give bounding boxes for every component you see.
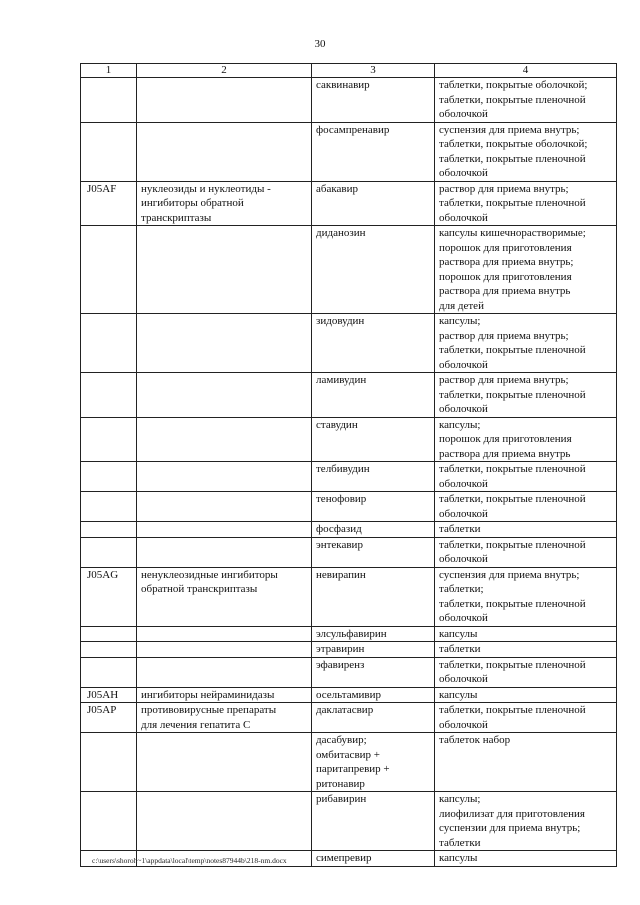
forms-cell-line: таблетки, покрытые пленочной: [439, 597, 586, 610]
forms-cell-line: таблетки: [439, 643, 481, 655]
forms-cell: [435, 314, 617, 373]
forms-cell-line: таблетки, покрытые пленочной: [439, 493, 586, 505]
code-cell: [81, 373, 137, 418]
forms-cell-line: оболочкой: [439, 612, 488, 624]
drug-cell-line: этравирин: [316, 643, 365, 655]
page-number: 30: [314, 38, 326, 50]
forms-cell-line: оболочкой: [439, 477, 488, 490]
drug-cell-line: паритапревир +: [316, 763, 390, 775]
drug-cell: [312, 642, 435, 658]
forms-cell: [435, 522, 617, 538]
forms-cell-line: таблетки, покрытые пленочной: [439, 197, 586, 209]
drug-cell: [312, 314, 435, 373]
table-header: [81, 64, 617, 78]
forms-cell-line: таблетки, покрытые оболочкой;: [439, 79, 588, 91]
table-row: [81, 567, 617, 626]
drug-cell-line: зидовудин: [316, 315, 365, 327]
drug-cell-line: телбивудин: [316, 463, 370, 475]
code-cell: J05AF: [81, 181, 137, 226]
group-cell: [137, 314, 312, 373]
drug-cell: [312, 703, 435, 733]
group-cell: [137, 687, 312, 703]
forms-cell-line: таблетки, покрытые пленочной: [439, 463, 586, 475]
forms-cell: [435, 181, 617, 226]
forms-cell-line: таблетки;: [439, 583, 484, 595]
code-cell: J05AH: [81, 687, 137, 703]
code-cell: [81, 122, 137, 181]
group-cell: [137, 733, 312, 792]
forms-cell-line: капсулы;: [439, 793, 481, 805]
forms-cell-line: раствора для приема внутрь: [439, 285, 571, 297]
drug-cell-line: фосфазид: [316, 523, 362, 535]
group-cell: [137, 657, 312, 687]
table-row: [81, 792, 617, 851]
drug-cell-line: ламивудин: [316, 374, 367, 386]
code-cell: [81, 626, 137, 642]
code-cell: [81, 657, 137, 687]
forms-cell-line: таблетки, покрытые пленочной: [439, 704, 586, 716]
table-row: [81, 122, 617, 181]
forms-cell-line: таблетки, покрытые пленочной: [439, 388, 586, 401]
drug-cell-line: диданозин: [316, 227, 366, 239]
forms-cell: [435, 642, 617, 658]
forms-cell-line: капсулы;: [439, 418, 481, 431]
forms-cell-line: суспензии для приема внутрь;: [439, 822, 581, 834]
forms-cell: [435, 687, 617, 703]
forms-cell-line: оболочкой: [439, 403, 488, 415]
code-cell: J05AG: [81, 567, 137, 626]
drug-cell: [312, 492, 435, 522]
forms-cell-line: таблетки: [439, 523, 481, 535]
drug-cell-line: эфавиренз: [316, 658, 365, 671]
table-row: [81, 733, 617, 792]
forms-cell-line: таблетки, покрытые оболочкой;: [439, 138, 588, 150]
drug-cell-line: дасабувир;: [316, 734, 367, 746]
forms-cell: [435, 226, 617, 314]
forms-cell-line: раствор для приема внутрь;: [439, 182, 569, 195]
forms-cell-line: капсулы: [439, 627, 478, 640]
code-cell: [81, 314, 137, 373]
forms-cell-line: оболочкой: [439, 358, 488, 371]
drug-cell: [312, 626, 435, 642]
group-cell: [137, 522, 312, 538]
forms-cell-line: оболочкой: [439, 211, 488, 224]
drug-cell-line: саквинавир: [316, 79, 370, 91]
drug-cell-line: ставудин: [316, 418, 358, 431]
drug-cell: [312, 657, 435, 687]
table-row: [81, 703, 617, 733]
group-cell: [137, 78, 312, 123]
group-cell-line: ингибиторы нейраминидазы: [141, 688, 275, 701]
header-col-2: 2: [137, 64, 312, 78]
forms-cell-line: таблетки, покрытые пленочной: [439, 538, 586, 551]
forms-cell: [435, 78, 617, 123]
forms-cell: [435, 417, 617, 462]
forms-cell: [435, 462, 617, 492]
forms-cell-line: суспензия для приема внутрь;: [439, 568, 580, 581]
forms-cell-line: для детей: [439, 299, 484, 312]
forms-cell: [435, 626, 617, 642]
code-cell: [81, 226, 137, 314]
table-row: [81, 373, 617, 418]
drug-cell: [312, 462, 435, 492]
forms-cell: [435, 373, 617, 418]
medication-table: [80, 63, 617, 867]
group-cell: [137, 626, 312, 642]
drug-cell-line: рибавирин: [316, 793, 367, 805]
forms-cell-line: раствор для приема внутрь;: [439, 374, 569, 386]
forms-cell: [435, 122, 617, 181]
group-cell: [137, 462, 312, 492]
table-row: [81, 226, 617, 314]
group-cell: [137, 492, 312, 522]
forms-cell-line: оболочкой: [439, 553, 488, 565]
table-row: [81, 181, 617, 226]
forms-cell: [435, 537, 617, 567]
group-cell: [137, 226, 312, 314]
forms-cell: [435, 567, 617, 626]
group-cell: [137, 417, 312, 462]
forms-cell-line: таблетки, покрытые пленочной: [439, 658, 586, 671]
drug-cell: [312, 537, 435, 567]
code-cell: J05AP: [81, 703, 137, 733]
header-col-3: 3: [312, 64, 435, 78]
footer-file-path: c:\users\shoroh~1\appdata\local\temp\notes87944b\218-nm.docx: [92, 856, 287, 865]
forms-cell-line: таблетки, покрытые пленочной: [439, 93, 586, 106]
drug-cell: [312, 851, 435, 867]
code-cell: [81, 733, 137, 792]
code-cell: [81, 492, 137, 522]
drug-cell: [312, 733, 435, 792]
group-cell-line: ненуклеозидные ингибиторы: [141, 568, 278, 581]
drug-cell-line: невирапин: [316, 568, 366, 581]
drug-cell-line: фосампренавир: [316, 123, 390, 136]
forms-cell: [435, 492, 617, 522]
table-row: [81, 657, 617, 687]
drug-cell: [312, 226, 435, 314]
table-row: [81, 314, 617, 373]
forms-cell-line: оболочкой: [439, 507, 488, 520]
group-cell: [137, 792, 312, 851]
drug-cell-line: элсульфавирин: [316, 627, 387, 640]
header-row: [81, 64, 617, 78]
group-cell: [137, 703, 312, 733]
header-col-4: 4: [435, 64, 617, 78]
forms-cell-line: капсулы: [439, 852, 478, 864]
drug-cell: [312, 567, 435, 626]
forms-cell-line: лиофилизат для приготовления: [439, 807, 585, 820]
drug-cell-line: даклатасвир: [316, 704, 374, 716]
forms-cell-line: таблеток набор: [439, 734, 511, 746]
group-cell-line: противовирусные препараты: [141, 704, 277, 716]
drug-cell: [312, 417, 435, 462]
code-cell: [81, 462, 137, 492]
table-row: [81, 492, 617, 522]
drug-cell-line: осельтамивир: [316, 688, 382, 701]
forms-cell-line: раствора для приема внутрь: [439, 447, 571, 460]
drug-cell-line: симепревир: [316, 852, 372, 864]
table-row: [81, 687, 617, 703]
drug-cell: [312, 181, 435, 226]
table-row: [81, 78, 617, 123]
forms-cell: [435, 733, 617, 792]
group-cell-line: транскриптазы: [141, 211, 212, 224]
code-cell: [81, 522, 137, 538]
forms-cell-line: порошок для приготовления: [439, 270, 572, 283]
drug-cell-line: абакавир: [316, 182, 359, 195]
drug-cell-line: ритонавир: [316, 777, 365, 790]
forms-cell-line: раствора для приема внутрь;: [439, 256, 574, 268]
forms-cell-line: суспензия для приема внутрь;: [439, 123, 580, 136]
group-cell: [137, 567, 312, 626]
group-cell: [137, 122, 312, 181]
table-row: [81, 462, 617, 492]
forms-cell-line: таблетки, покрытые пленочной: [439, 344, 586, 356]
forms-cell-line: порошок для приготовления: [439, 241, 572, 254]
drug-cell: [312, 78, 435, 123]
drug-cell: [312, 122, 435, 181]
forms-cell-line: оболочкой: [439, 167, 488, 179]
drug-cell: [312, 373, 435, 418]
table-row: [81, 626, 617, 642]
group-cell-line: обратной транскриптазы: [141, 583, 258, 595]
forms-cell-line: раствор для приема внутрь;: [439, 329, 569, 342]
group-cell-line: нуклеозиды и нуклеотиды -: [141, 182, 271, 195]
forms-cell: [435, 792, 617, 851]
forms-cell-line: порошок для приготовления: [439, 433, 572, 445]
table-body: [81, 78, 617, 867]
group-cell: [137, 642, 312, 658]
forms-cell-line: таблетки: [439, 836, 481, 849]
table-row: [81, 417, 617, 462]
forms-cell-line: капсулы;: [439, 315, 481, 327]
group-cell: [137, 373, 312, 418]
drug-cell-line: энтекавир: [316, 538, 363, 551]
forms-cell: [435, 703, 617, 733]
drug-cell-line: омбитасвир +: [316, 748, 380, 761]
drug-cell: [312, 687, 435, 703]
group-cell: [137, 537, 312, 567]
forms-cell-line: оболочкой: [439, 673, 488, 685]
table-row: [81, 522, 617, 538]
drug-cell: [312, 522, 435, 538]
forms-cell-line: капсулы: [439, 688, 478, 701]
code-cell: [81, 792, 137, 851]
drug-cell: [312, 792, 435, 851]
group-cell-line: для лечения гепатита С: [141, 718, 251, 731]
header-col-1: 1: [81, 64, 137, 78]
group-cell-line: ингибиторы обратной: [141, 197, 244, 209]
table-row: [81, 537, 617, 567]
code-cell: [81, 537, 137, 567]
code-cell: [81, 642, 137, 658]
forms-cell-line: оболочкой: [439, 718, 488, 731]
forms-cell-line: капсулы кишечнорастворимые;: [439, 227, 586, 239]
forms-cell-line: таблетки, покрытые пленочной: [439, 152, 586, 165]
drug-cell-line: тенофовир: [316, 493, 367, 505]
forms-cell-line: оболочкой: [439, 108, 488, 120]
code-cell: [81, 417, 137, 462]
forms-cell: [435, 657, 617, 687]
code-cell: [81, 78, 137, 123]
forms-cell: [435, 851, 617, 867]
table-row: [81, 642, 617, 658]
group-cell: [137, 181, 312, 226]
